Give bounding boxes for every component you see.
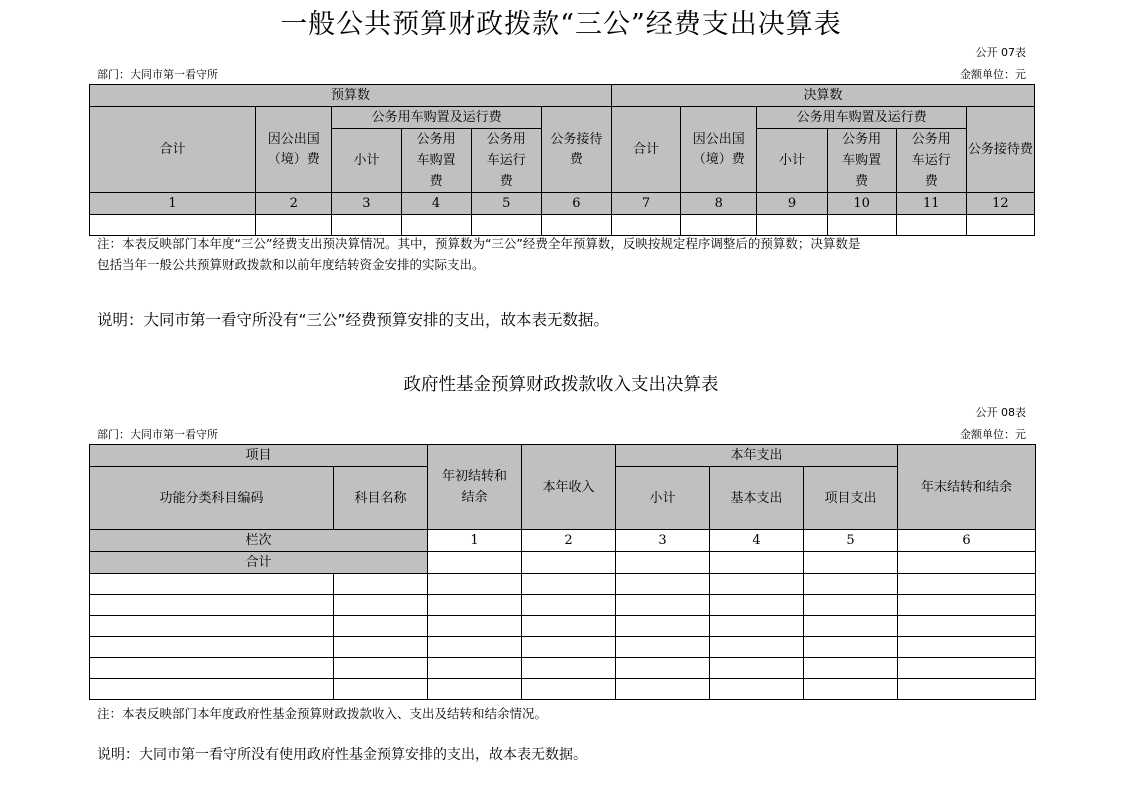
table07-code: 公开 07表 xyxy=(975,46,1026,59)
final-car-purchase-header: 公务用车购置费 xyxy=(827,129,896,193)
expense-group-header: 本年支出 xyxy=(616,445,898,467)
table08-title: 政府性基金预算财政拨款收入支出决算表 xyxy=(403,375,719,395)
col-number: 10 xyxy=(827,193,896,215)
table-cell xyxy=(616,574,710,595)
budget-header: 预算数 xyxy=(90,85,612,107)
table-cell xyxy=(90,637,334,658)
col-number: 5 xyxy=(804,530,898,552)
table-cell xyxy=(710,574,804,595)
table-cell xyxy=(898,574,1036,595)
table-row xyxy=(90,679,1036,700)
table07-title: 一般公共预算财政拨款“三公”经费支出决算表 xyxy=(280,9,842,40)
table-cell xyxy=(90,616,334,637)
col-number: 1 xyxy=(428,530,522,552)
table-cell xyxy=(616,616,710,637)
budget-abroad-header: 因公出国（境）费 xyxy=(256,107,332,193)
table-cell xyxy=(522,552,616,574)
table08-note: 注：本表反映部门本年度政府性基金预算财政拨款收入、支出及结转和结余情况。 xyxy=(97,706,548,721)
table-cell xyxy=(710,658,804,679)
begin-balance-header: 年初结转和结余 xyxy=(428,445,522,530)
table08-code: 公开 08表 xyxy=(975,406,1026,419)
table-cell xyxy=(710,637,804,658)
table-cell xyxy=(334,595,428,616)
table08-explain: 说明：大同市第一看守所没有使用政府性基金预算安排的支出，故本表无数据。 xyxy=(97,747,587,763)
table-cell xyxy=(522,658,616,679)
table-cell xyxy=(522,679,616,700)
table-cell xyxy=(804,616,898,637)
table-cell xyxy=(334,679,428,700)
final-car-group-header: 公务用车购置及运行费 xyxy=(757,107,966,129)
col-number: 6 xyxy=(898,530,1036,552)
table-cell xyxy=(334,616,428,637)
table-cell xyxy=(710,616,804,637)
table-cell xyxy=(334,658,428,679)
table-cell xyxy=(804,574,898,595)
table-cell xyxy=(522,574,616,595)
table-cell xyxy=(966,215,1034,236)
table-cell xyxy=(428,574,522,595)
table-cell xyxy=(898,616,1036,637)
table08-dept: 部门：大同市第一看守所 xyxy=(97,428,218,441)
col-number: 9 xyxy=(757,193,827,215)
col-number: 12 xyxy=(966,193,1034,215)
table08-unit: 金额单位：元 xyxy=(960,428,1026,441)
final-subtotal-header: 小计 xyxy=(757,129,827,193)
final-abroad-header: 因公出国（境）费 xyxy=(681,107,757,193)
table-cell xyxy=(428,658,522,679)
table-row xyxy=(90,574,1036,595)
table-cell xyxy=(710,679,804,700)
table-row xyxy=(90,595,1036,616)
table-cell xyxy=(898,658,1036,679)
table-cell xyxy=(616,637,710,658)
col-number: 7 xyxy=(612,193,681,215)
table-cell xyxy=(428,552,522,574)
table-row xyxy=(90,616,1036,637)
subject-name-header: 科目名称 xyxy=(334,467,428,530)
table-row xyxy=(90,637,1036,658)
table07-note-line2: 包括当年一般公共预算财政拨款和以前年度结转资金安排的实际支出。 xyxy=(97,257,485,272)
table-cell xyxy=(616,595,710,616)
table-cell xyxy=(896,215,966,236)
col-number: 2 xyxy=(256,193,332,215)
table-cell xyxy=(428,637,522,658)
table-cell xyxy=(804,552,898,574)
table-cell xyxy=(898,552,1036,574)
col-number: 1 xyxy=(90,193,256,215)
table-cell xyxy=(522,595,616,616)
table-cell xyxy=(90,574,334,595)
table-cell xyxy=(616,552,710,574)
table08 xyxy=(89,444,1036,700)
table-cell xyxy=(522,616,616,637)
col-number: 2 xyxy=(522,530,616,552)
table-cell xyxy=(428,595,522,616)
budget-car-purchase-header: 公务用车购置费 xyxy=(401,129,471,193)
table-cell xyxy=(334,637,428,658)
item-header: 项目 xyxy=(90,445,428,467)
table-cell xyxy=(616,679,710,700)
table-cell xyxy=(898,595,1036,616)
project-expense-header: 项目支出 xyxy=(804,467,898,530)
table-cell xyxy=(90,658,334,679)
end-balance-header: 年末结转和结余 xyxy=(898,445,1036,530)
table-cell xyxy=(804,658,898,679)
col-number: 5 xyxy=(471,193,541,215)
table-cell xyxy=(804,679,898,700)
col-number: 4 xyxy=(710,530,804,552)
col-number: 4 xyxy=(401,193,471,215)
budget-car-group-header: 公务用车购置及运行费 xyxy=(332,107,541,129)
table-cell xyxy=(428,616,522,637)
table-cell xyxy=(804,595,898,616)
col-number: 3 xyxy=(332,193,401,215)
table07-dept: 部门：大同市第一看守所 xyxy=(97,68,218,81)
table-cell xyxy=(522,637,616,658)
table-cell xyxy=(710,552,804,574)
table-cell xyxy=(710,595,804,616)
table-cell xyxy=(898,679,1036,700)
col-number: 11 xyxy=(896,193,966,215)
table-cell xyxy=(90,679,334,700)
budget-subtotal-header: 小计 xyxy=(332,129,401,193)
budget-reception-header: 公务接待费 xyxy=(541,107,611,193)
table-cell xyxy=(898,637,1036,658)
final-car-run-header: 公务用车运行费 xyxy=(896,129,966,193)
budget-total-header: 合计 xyxy=(90,107,256,193)
row-index-label: 栏次 xyxy=(90,530,428,552)
table-row xyxy=(90,658,1036,679)
basic-expense-header: 基本支出 xyxy=(710,467,804,530)
table-cell xyxy=(90,595,334,616)
table07-note: 注：本表反映部门本年度“三公”经费支出预决算情况。其中，预算数为“三公”经费全年预算数，反映按规定程序调整后的预算数；决算数是 xyxy=(97,236,861,251)
table-cell xyxy=(334,574,428,595)
col-number: 8 xyxy=(681,193,757,215)
table07 xyxy=(89,84,1035,236)
income-header: 本年收入 xyxy=(522,445,616,530)
table-cell xyxy=(616,658,710,679)
row-total-label: 合计 xyxy=(90,552,428,574)
col-number: 3 xyxy=(616,530,710,552)
final-total-header: 合计 xyxy=(612,107,681,193)
final-header: 决算数 xyxy=(612,85,1035,107)
final-reception-header: 公务接待费 xyxy=(966,107,1034,193)
table07-explain: 说明：大同市第一看守所没有“三公”经费预算安排的支出，故本表无数据。 xyxy=(97,311,610,329)
table07-unit: 金额单位：元 xyxy=(960,68,1026,81)
budget-car-run-header: 公务用车运行费 xyxy=(471,129,541,193)
col-number: 6 xyxy=(541,193,611,215)
expense-subtotal-header: 小计 xyxy=(616,467,710,530)
table-cell xyxy=(428,679,522,700)
table-cell xyxy=(804,637,898,658)
func-code-header: 功能分类科目编码 xyxy=(90,467,334,530)
